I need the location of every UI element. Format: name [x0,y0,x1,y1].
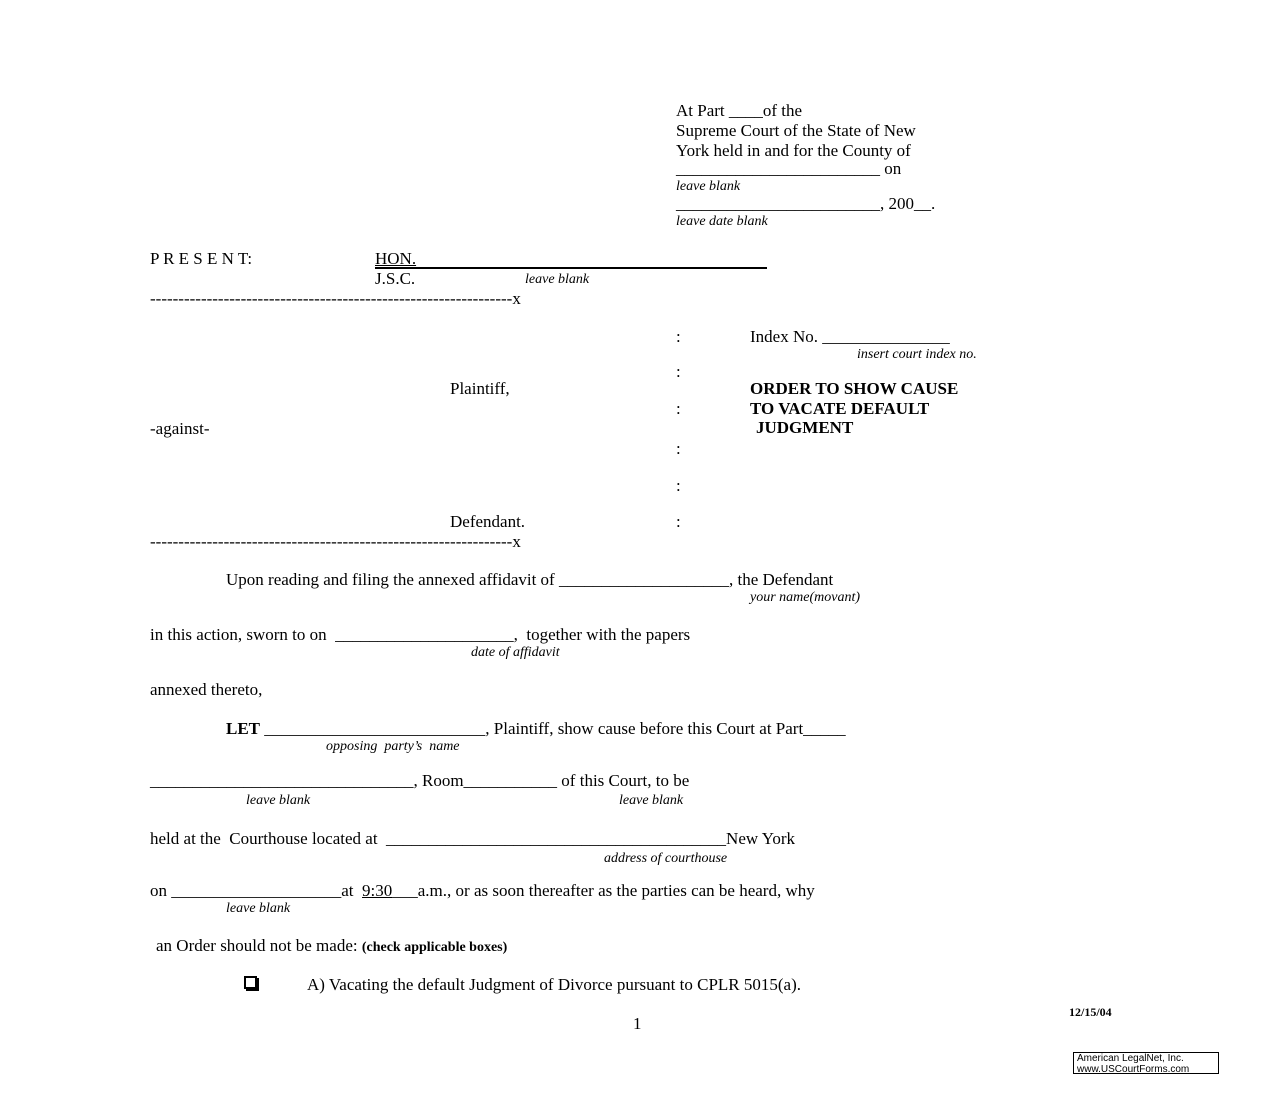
order-note: (check applicable boxes) [361,940,508,955]
case-colon: : [676,476,681,495]
index-number: Index No. _______________ [750,327,950,346]
body-order-line [156,936,507,958]
body-sworn-line: in this action, sworn to on _____________________, together with the papers [150,625,691,644]
document-title-line3: JUDGMENT [756,418,854,437]
body-courthouse-line: held at the Courthouse located at ________________________________________New York [150,829,795,848]
document-title-line1: ORDER TO SHOW CAUSE [750,379,959,398]
let-text: __________________________, Plaintiff, show cause before this Court at Part_____ [260,719,846,738]
against-label: -against- [150,419,210,438]
hearing-time: 9:30 [362,881,393,900]
body-time-line [150,881,815,901]
judge-name-line [375,249,767,269]
body-sworn-hint: date of affidavit [471,645,560,660]
body-room-hint1: leave blank [246,793,311,808]
case-colon: : [676,362,681,381]
time-line-start: on ____________________at [150,881,363,900]
caption-county-blank: ________________________ on [676,159,902,178]
defendant-label: Defendant. [450,512,526,531]
caption-date-blank: ________________________, 200__. [676,194,936,213]
present-hint: leave blank [525,272,590,287]
option-a-checkbox[interactable] [244,976,257,989]
form-revision-date: 12/15/04 [1069,1005,1112,1019]
plaintiff-label: Plaintiff, [450,379,510,398]
case-colon: : [676,512,681,531]
case-colon: : [676,327,681,346]
case-divider-bottom: ----------------------------------------------------------------x [150,532,521,551]
caption-part: At Part ____of the [676,101,803,120]
caption-court: Supreme Court of the State of New [676,121,916,140]
body-time-hint: leave blank [226,901,291,916]
body-affidavit-hint: your name(movant) [750,590,861,605]
case-colon: : [676,439,681,458]
option-a-label: A) Vacating the default Judgment of Divorce pursuant to CPLR 5015(a). [307,975,801,994]
publisher-name: American LegalNet, Inc. [1077,1053,1184,1064]
body-let-hint: opposing party’s name [326,739,460,754]
body-let-line [226,719,846,739]
body-affidavit-line: Upon reading and filing the annexed affidavit of ____________________, the Defendant [226,570,834,589]
case-colon: : [676,399,681,418]
case-divider-top: ----------------------------------------------------------------x [150,289,521,308]
let-label: LET [226,719,261,738]
index-hint: insert court index no. [857,347,977,362]
document-title-line2: TO VACATE DEFAULT [750,399,930,418]
caption-hint-date: leave date blank [676,214,768,229]
order-text: an Order should not be made: [156,936,362,955]
caption-county: York held in and for the County of [676,141,911,160]
body-annexed-line: annexed thereto, [150,680,263,699]
publisher-url[interactable]: www.USCourtForms.com [1077,1064,1190,1075]
time-line-end: ___a.m., or as soon thereafter as the parties can be heard, why [392,881,815,900]
publisher-box [1073,1052,1219,1074]
page-number: 1 [633,1014,642,1033]
body-room-line: _______________________________, Room___________ of this Court, to be [150,771,690,790]
body-room-hint2: leave blank [619,793,684,808]
caption-hint-county: leave blank [676,179,741,194]
present-label: P R E S E N T: [150,249,253,268]
body-courthouse-hint: address of courthouse [604,851,728,866]
hon-label: HON. [375,249,417,268]
jsc-label: J.S.C. [375,269,416,288]
